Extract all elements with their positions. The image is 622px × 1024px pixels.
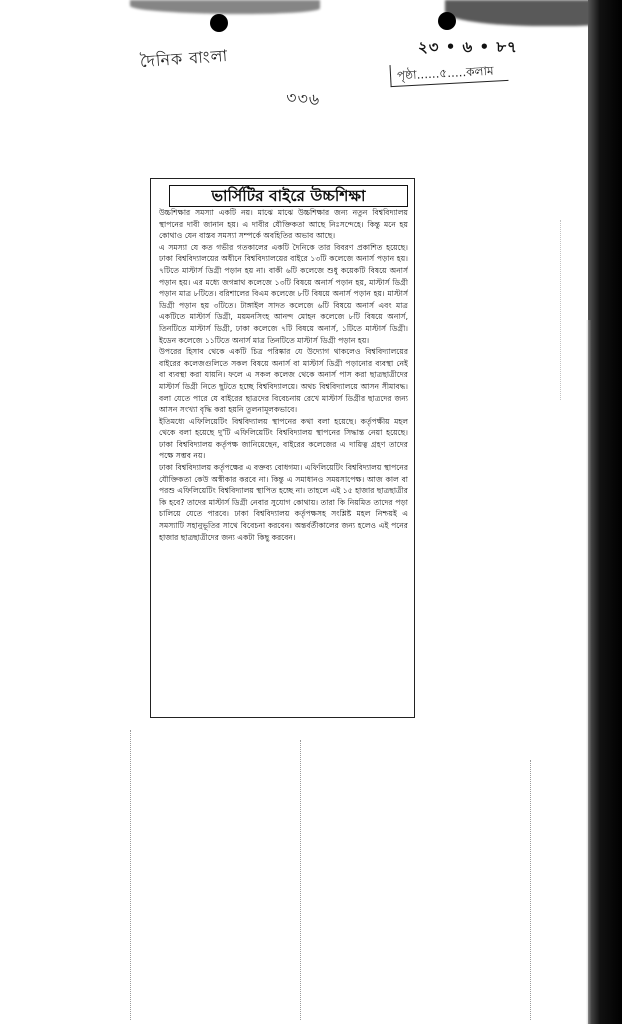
file-number: ৩৩৬ [285, 87, 321, 110]
fold-dots-right [530, 760, 532, 1020]
date-stamp: ২৩ • ৬ • ৮৭ [418, 38, 518, 56]
page-column-reference: পৃষ্ঠা......৫.....কলাম [390, 59, 509, 87]
punch-hole-right [438, 12, 456, 30]
article-paragraph-3: উপরের হিসাব থেকে একটি চিত্র পরিষ্কার যে উদ্যোগ থাকলেও বিশ্ববিদ্যালয়ের বাইরের কলেজগুলিতে সকল বিষয়ে অনার্স বা মাস্টার্স ডিগ্রী পড়ানোর ব্যবস্থা নেই বা ব্যবস্থা করা যায়নি। ফলে এ সকল কলেজ থেকে অনার্স পাস করা ছাত্রছাত্রীদের মাস্টার্স ডিগ্রী নিতে ছুটতে হচ্ছে বিশ্ববিদ্যালয়ে। অথচ বিশ্ববিদ্যালয়ে আসন সীমাবদ্ধ। বলা যেতে পারে যে বাইরের ছাত্রদের বিবেচনায় রেখে মাস্টার্স ডিগ্রীর ছাত্রদের জন্য আসন সংখ্যা বৃদ্ধি করা হয়নি তুলনামূলকভাবে। [159, 347, 408, 415]
punch-hole-left [210, 14, 228, 32]
clipping-headline: ভার্সিটির বাইরে উচ্চশিক্ষা [169, 185, 408, 207]
newspaper-source-label: দৈনিক বাংলা [139, 45, 229, 72]
scan-dark-edge [588, 0, 622, 1024]
article-paragraph-1: উচ্চশিক্ষার সমস্যা একটি নয়। মাঝে মাঝে উচ্চশিক্ষার জন্য নতুন বিশ্ববিদ্যালয় স্থাপনের দাবী জানান হয়। এ দাবীর যৌক্তিকতা আছে নিঃসন্দেহে। কিন্তু মনে হয় কোথাও যেন বাস্তব সমস্যা সম্পর্কে অবহিতির অভাব আছে। [159, 208, 408, 241]
article-paragraph-2: এ সমস্যা যে কত গভীর গতকালের একটি দৈনিকে তার বিবরণ প্রকাশিত হয়েছে। ঢাকা বিশ্ববিদ্যালয়ের অধীনে বিশ্ববিদ্যালয়ের বাইরে ১৩টি কলেজে অনার্স পড়ান হয়। ৭টিতে মাস্টার্স ডিগ্রী পড়ান হয় না। বাকী ৬টি কলেজে শুধু কয়েকটি বিষয়ে অনার্স পড়ান হয়। এর মধ্যে জগন্নাথ কলেজে ১৩টি বিষয়ে অনার্স পড়ান হয়, মাস্টার্স ডিগ্রী পড়ান মাত্র ৮টিতে। বরিশালের বিএম কলেজে ৮টি বিষয়ে অনার্স পড়ান হয়। মাস্টার্স ডিগ্রী পড়ান হয় ৩টিতে। টাঙ্গাইল সাদত কলেজে ৬টি বিষয়ে অনার্স এবং মাত্র একটিতে মাস্টার্স ডিগ্রী, ময়মনসিংহ আনন্দ মোহন কলেজে ৮টি বিষয়ে অনার্স, তিনটিতে মাস্টার্স ডিগ্রী, ঢাকা কলেজে ৭টি বিষয়ে অনার্স, ১টিতে মাস্টার্স ডিগ্রী। ইডেন কলেজে ১১টিতে অনার্স মাত্র তিনটিতে মাস্টার্স ডিগ্রী পড়ান হয়। [159, 242, 408, 345]
article-paragraph-5: ঢাকা বিশ্ববিদ্যালয় কর্তৃপক্ষের এ বক্তব্য বোধগম্য। এফিলিয়েটিং বিশ্ববিদ্যালয় স্থাপনের যৌক্তিকতা কেউ অস্বীকার করবে না। কিন্তু এ সমাধানও সময়সাপেক্ষ। আজ কাল বা পরশু এফিলিয়েটিং বিশ্ববিদ্যালয় স্থাপিত হচ্ছে না। তাহলে এই ১৫ হাজার ছাত্রছাত্রীর কি হবে? তাদের মাস্টার্স ডিগ্রী নেবার সুযোগ কোথায়। তারা কি নিয়মিত তাদের পড়া চালিয়ে যেতে পারবে। ঢাকা বিশ্ববিদ্যালয় কর্তৃপক্ষসহ সংশ্লিষ্ট মহল নিশ্চয়ই এ সমস্যাটি সহানুভূতির সাথে বিবেচনা করবেন। অন্তর্বর্তীকালের জন্য হলেও এই পনের হাজার ছাত্রছাত্রীদের জন্য একটা কিছু করবেন। [159, 463, 408, 542]
newspaper-clipping [150, 178, 415, 718]
fold-dots-middle [300, 740, 302, 1020]
clipping-article-body [159, 207, 408, 711]
fold-dots-far-right [560, 220, 562, 400]
scan-edge-shadow [586, 320, 592, 1024]
top-ink-smudge [130, 0, 320, 14]
fold-dots-left [130, 730, 132, 1020]
article-paragraph-4: ইতিমধ্যে এফিলিয়েটিং বিশ্ববিদ্যালয় স্থাপনের কথা বলা হয়েছে। কর্তৃপক্ষীয় মহল থেকে বলা হয়েছে দু'টি এফিলিয়েটিং বিশ্ববিদ্যালয় স্থাপনের সিদ্ধান্ত নেয়া হয়েছে। ঢাকা বিশ্ববিদ্যালয় কর্তৃপক্ষ জানিয়েছেন, বাইরের কলেজের এ দায়িত্ব গ্রহণ তাদের পক্ষে সম্ভব নয়। [159, 416, 408, 461]
